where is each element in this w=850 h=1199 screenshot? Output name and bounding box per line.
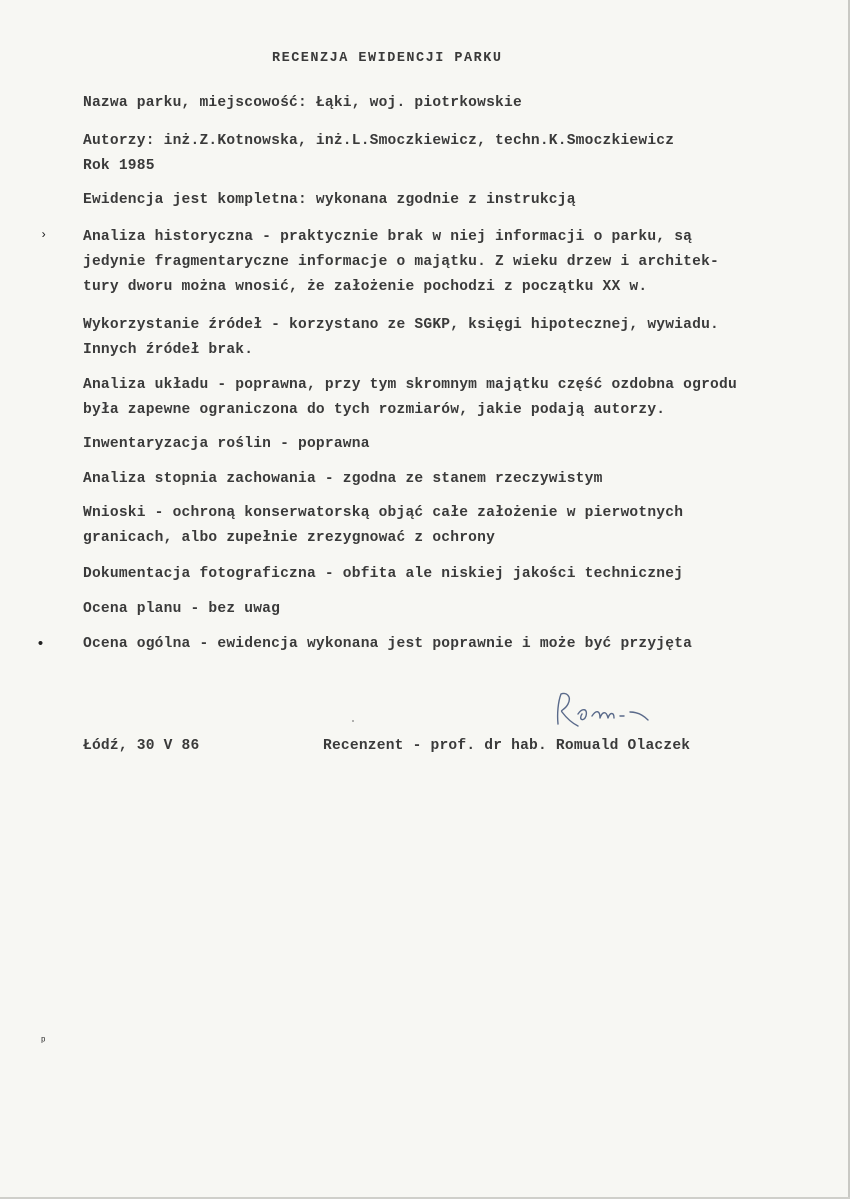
- text-line: Ocena ogólna - ewidencja wykonana jest poprawnie i może być przyjęta: [83, 636, 693, 652]
- text-line: tury dworu można wnosić, że założenie pochodzi z początku XX w.: [83, 279, 648, 295]
- text-line: Analiza układu - poprawna, przy tym skromnym majątku część ozdobna ogrodu: [83, 377, 737, 393]
- handwritten-signature: [548, 690, 688, 734]
- place-date: Łódź, 30 V 86: [83, 738, 200, 754]
- text-line: Rok 1985: [83, 158, 155, 174]
- text-line: Ocena planu - bez uwag: [83, 601, 281, 617]
- margin-mark: •: [36, 636, 46, 653]
- text-line: Nazwa parku, miejscowość: Łąki, woj. piotrkowskie: [83, 95, 522, 111]
- text-line: Dokumentacja fotograficzna - obfita ale niskiej jakości technicznej: [83, 566, 684, 582]
- document-title: RECENZJA EWIDENCJI PARKU: [272, 51, 503, 66]
- margin-mark: ›: [40, 228, 48, 242]
- text-line: była zapewne ograniczona do tych rozmiarów, jakie podają autorzy.: [83, 402, 666, 418]
- text-line: Inwentaryzacja roślin - poprawna: [83, 436, 370, 452]
- text-line: Wnioski - ochroną konserwatorską objąć całe założenie w pierwotnych: [83, 505, 684, 521]
- text-line: Ewidencja jest kompletna: wykonana zgodnie z instrukcją: [83, 192, 576, 208]
- text-line: Analiza historyczna - praktycznie brak w niej informacji o parku, są: [83, 229, 693, 245]
- margin-mark: ᵖ: [40, 1036, 47, 1048]
- text-line: Analiza stopnia zachowania - zgodna ze stanem rzeczywistym: [83, 471, 603, 487]
- text-line: Wykorzystanie źródeł - korzystano ze SGKP, księgi hipotecznej, wywiadu.: [83, 317, 719, 333]
- text-line: granicach, albo zupełnie zrezygnować z ochrony: [83, 530, 496, 546]
- reviewer-line: Recenzent - prof. dr hab. Romuald Olaczek: [323, 738, 691, 754]
- text-line: Autorzy: inż.Z.Kotnowska, inż.L.Smoczkiewicz, techn.K.Smoczkiewicz: [83, 133, 675, 149]
- text-line: jedynie fragmentaryczne informacje o majątku. Z wieku drzew i architek-: [83, 254, 719, 270]
- speck: [352, 720, 354, 722]
- text-line: Innych źródeł brak.: [83, 342, 254, 358]
